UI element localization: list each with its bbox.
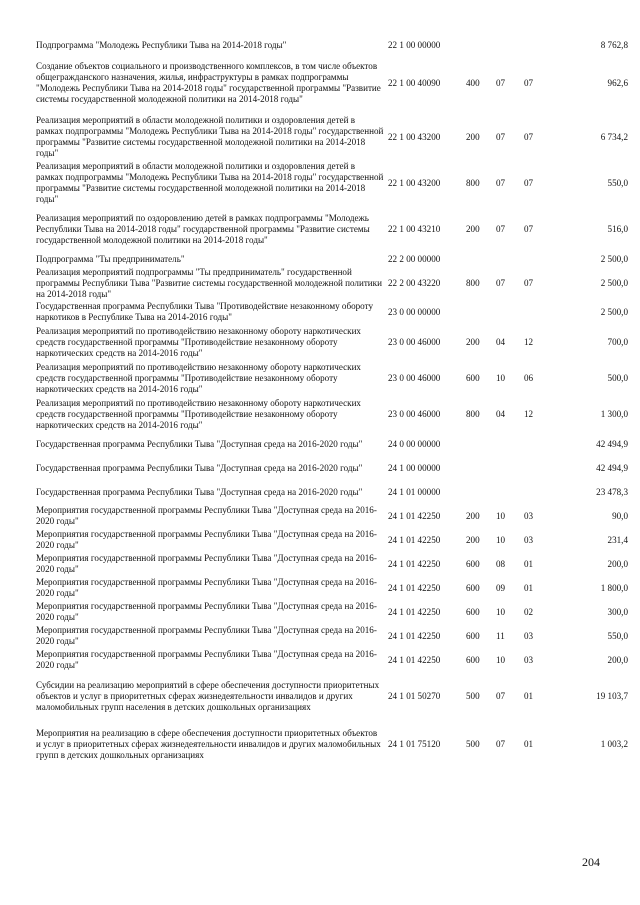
cell-rz: 10 [496,510,506,521]
cell-rz: 11 [496,630,505,641]
cell-name: Реализация мероприятий по оздоровлению детей в рамках подпрограммы "Молодежь Республики Тыва на 2014-2018 годы" государственной программы "Развитие системы государственной молодежной политики на 2014-2018 годы" [36,212,370,245]
cell-code: 24 1 01 42250 [388,534,441,545]
cell-rz: 08 [496,558,506,569]
cell-pr: 07 [524,277,534,288]
cell-rz: 07 [496,131,506,142]
table-row [36,576,628,600]
cell-name: Государственная программа Республики Тыва "Доступная среда на 2016-2020 годы" [36,462,363,473]
cell-vr: 600 [466,630,480,641]
table-row [36,456,628,480]
cell-pr: 12 [524,408,534,419]
cell-sum: 962,6 [607,77,628,88]
cell-pr: 07 [524,131,534,142]
table-row [36,266,628,300]
cell-rz: 07 [496,177,506,188]
cell-rz: 07 [496,690,506,701]
cell-code: 22 1 00 43200 [388,177,441,188]
cell-rz: 09 [496,582,506,593]
cell-vr: 200 [466,223,480,234]
cell-name: Мероприятия на реализацию в сфере обеспечения доступности приоритетных объектов и услуг в приоритетных сферах жизнедеятельности инвалидов и других маломобильных групп в детских дошкольных организациях [36,727,381,760]
page-number: 204 [582,855,600,869]
cell-rz [496,38,524,52]
table-row [36,552,628,576]
cell-sum: 550,0 [607,630,628,641]
cell-pr [524,300,554,324]
cell-rz: 04 [496,336,506,347]
cell-vr: 200 [466,131,480,142]
cell-vr: 400 [466,77,480,88]
table-row [36,252,628,266]
cell-sum: 2 500,0 [600,253,628,264]
cell-code: 24 1 01 42250 [388,630,441,641]
table-row [36,672,628,720]
cell-vr [466,432,496,456]
cell-sum: 19 103,7 [596,690,628,701]
cell-sum: 1 003,2 [600,738,628,749]
budget-rows [36,38,628,768]
table-row [36,504,628,528]
cell-vr: 500 [466,738,480,749]
cell-name: Подпрограмма "Молодежь Республики Тыва на 2014-2018 годы" [36,39,287,50]
cell-rz: 10 [496,534,506,545]
cell-name: Мероприятия государственной программы Республики Тыва "Доступная среда на 2016-2020 годы" [36,553,377,574]
cell-vr: 800 [466,408,480,419]
cell-pr: 03 [524,630,534,641]
cell-rz [496,432,524,456]
cell-pr: 03 [524,534,534,545]
cell-sum: 1 800,0 [600,582,628,593]
cell-sum: 200,0 [607,558,628,569]
table-row [36,624,628,648]
table-row [36,432,628,456]
cell-vr [466,480,496,504]
cell-name: Государственная программа Республики Тыва "Доступная среда на 2016-2020 годы" [36,438,363,449]
cell-pr: 01 [524,738,534,749]
cell-sum: 231,4 [607,534,628,545]
cell-code: 22 1 00 43210 [388,223,441,234]
cell-rz: 07 [496,277,506,288]
cell-rz [496,252,524,266]
cell-name: Государственная программа Республики Тыва "Доступная среда на 2016-2020 годы" [36,486,363,497]
cell-code: 22 2 00 43220 [388,277,441,288]
cell-name: Реализация мероприятий по противодействию незаконному обороту наркотических средств государственной программы "Противодействие незаконному обороту наркотических средств на 2014-2016 годы" [36,325,361,358]
cell-rz [496,480,524,504]
cell-sum: 516,0 [607,223,628,234]
table-row [36,528,628,552]
cell-vr [466,300,496,324]
cell-vr: 800 [466,277,480,288]
cell-code: 23 0 00 46000 [388,408,441,419]
cell-vr: 200 [466,510,480,521]
cell-code: 24 1 01 50270 [388,690,441,701]
cell-sum: 23 478,3 [596,486,628,497]
cell-pr: 07 [524,177,534,188]
cell-name: Субсидии на реализацию мероприятий в сфере обеспечения доступности приоритетных объектов и услуг в приоритетных сферах жизнедеятельности инвалидов и других маломобильных групп населения в детских дошкольных организациях [36,679,380,712]
cell-pr: 03 [524,510,534,521]
cell-name: Мероприятия государственной программы Республики Тыва "Доступная среда на 2016-2020 годы" [36,505,377,526]
cell-name: Реализация мероприятий в области молодежной политики и оздоровления детей в рамках подпрограммы "Молодежь Республики Тыва на 2014-2018 годы" государственной программы "Развитие системы государственной молодежной политики на 2014-2018 годы" [36,115,384,158]
cell-pr: 01 [524,690,534,701]
cell-sum: 300,0 [607,606,628,617]
cell-code: 24 1 01 75120 [388,738,441,749]
cell-pr [524,432,554,456]
cell-name: Реализация мероприятий по противодействию незаконному обороту наркотических средств государственной программы "Противодействие незаконному обороту наркотических средств на 2014-2016 годы" [36,361,361,394]
cell-vr: 600 [466,558,480,569]
cell-name: Мероприятия государственной программы Республики Тыва "Доступная среда на 2016-2020 годы" [36,625,377,646]
cell-code: 24 1 01 42250 [388,582,441,593]
cell-rz: 10 [496,372,506,383]
cell-pr: 07 [524,223,534,234]
cell-code: 23 0 00 00000 [388,306,441,317]
cell-sum: 2 500,0 [600,277,628,288]
cell-pr: 03 [524,654,534,665]
cell-sum: 42 494,9 [596,438,628,449]
cell-code: 23 0 00 46000 [388,336,441,347]
cell-sum: 8 762,8 [600,39,628,50]
cell-pr: 06 [524,372,534,383]
cell-vr [466,252,496,266]
cell-code: 24 1 01 42250 [388,558,441,569]
table-row [36,300,628,324]
cell-vr: 200 [466,336,480,347]
cell-sum: 1 300,0 [600,408,628,419]
cell-vr: 500 [466,690,480,701]
cell-vr [466,456,496,480]
table-row [36,480,628,504]
cell-pr: 01 [524,558,534,569]
cell-rz: 07 [496,738,506,749]
cell-rz: 07 [496,77,506,88]
cell-sum: 6 734,2 [600,131,628,142]
cell-sum: 550,0 [607,177,628,188]
cell-name: Мероприятия государственной программы Республики Тыва "Доступная среда на 2016-2020 годы" [36,601,377,622]
table-row [36,600,628,624]
table-row [36,324,628,360]
cell-code: 24 0 00 00000 [388,438,441,449]
cell-rz: 04 [496,408,506,419]
cell-vr: 600 [466,654,480,665]
cell-code: 22 1 00 43200 [388,131,441,142]
cell-pr [524,456,554,480]
cell-code: 24 1 01 42250 [388,606,441,617]
cell-pr [524,480,554,504]
cell-sum: 500,0 [607,372,628,383]
cell-pr: 02 [524,606,534,617]
cell-sum: 200,0 [607,654,628,665]
table-row [36,114,628,160]
cell-pr [524,252,554,266]
cell-name: Реализация мероприятий в области молодежной политики и оздоровления детей в рамках подпрограммы "Молодежь Республики Тыва на 2014-2018 годы" государственной программы "Развитие системы государственной молодежной политики на 2014-2018 годы" [36,161,384,204]
table-row [36,160,628,206]
cell-code: 22 2 00 00000 [388,253,441,264]
budget-table [36,38,628,768]
cell-name: Мероприятия государственной программы Республики Тыва "Доступная среда на 2016-2020 годы" [36,649,377,670]
table-row [36,360,628,396]
cell-vr: 600 [466,372,480,383]
cell-pr [524,38,554,52]
cell-name: Реализация мероприятий по противодействию незаконному обороту наркотических средств государственной программы "Противодействие незаконному обороту наркотических средств на 2014-2016 годы" [36,397,361,430]
table-row [36,720,628,768]
cell-vr: 600 [466,606,480,617]
cell-code: 23 0 00 46000 [388,372,441,383]
cell-pr: 12 [524,336,534,347]
cell-sum: 90,0 [612,510,628,521]
cell-name: Подпрограмма "Ты предприниматель" [36,253,185,264]
table-row [36,38,628,52]
cell-sum: 2 500,0 [600,306,628,317]
cell-rz: 10 [496,654,506,665]
cell-rz [496,300,524,324]
cell-code: 24 1 01 42250 [388,654,441,665]
cell-code: 22 1 00 00000 [388,39,441,50]
cell-pr: 07 [524,77,534,88]
cell-name: Мероприятия государственной программы Республики Тыва "Доступная среда на 2016-2020 годы" [36,529,377,550]
cell-name: Реализация мероприятий подпрограммы "Ты предприниматель" государственной программы Республики Тыва "Развитие системы государственной молодежной политики на 2014-2018 годы" [36,266,382,299]
cell-pr: 01 [524,582,534,593]
cell-name: Создание объектов социального и производственного комплексов, в том числе объектов общегражданского назначения, жилья, инфраструктуры в рамках подпрограммы "Молодежь Республики Тыва на 2014-2018 годы" государственной программы "Развитие системы государственной молодежной политики на 2014-2018 годы" [36,61,381,104]
cell-vr: 600 [466,582,480,593]
cell-name: Мероприятия государственной программы Республики Тыва "Доступная среда на 2016-2020 годы" [36,577,377,598]
table-row [36,52,628,114]
table-row [36,206,628,252]
cell-vr: 800 [466,177,480,188]
cell-sum: 42 494,9 [596,462,628,473]
cell-code: 22 1 00 40090 [388,77,441,88]
cell-vr [466,38,496,52]
cell-rz: 07 [496,223,506,234]
table-row [36,396,628,432]
cell-rz [496,456,524,480]
cell-code: 24 1 01 42250 [388,510,441,521]
cell-vr: 200 [466,534,480,545]
cell-sum: 700,0 [607,336,628,347]
cell-code: 24 1 00 00000 [388,462,441,473]
cell-name: Государственная программа Республики Тыва "Противодействие незаконному обороту наркотиков в Республике Тыва на 2014-2016 годы" [36,301,374,322]
cell-code: 24 1 01 00000 [388,486,441,497]
table-row [36,648,628,672]
cell-rz: 10 [496,606,506,617]
